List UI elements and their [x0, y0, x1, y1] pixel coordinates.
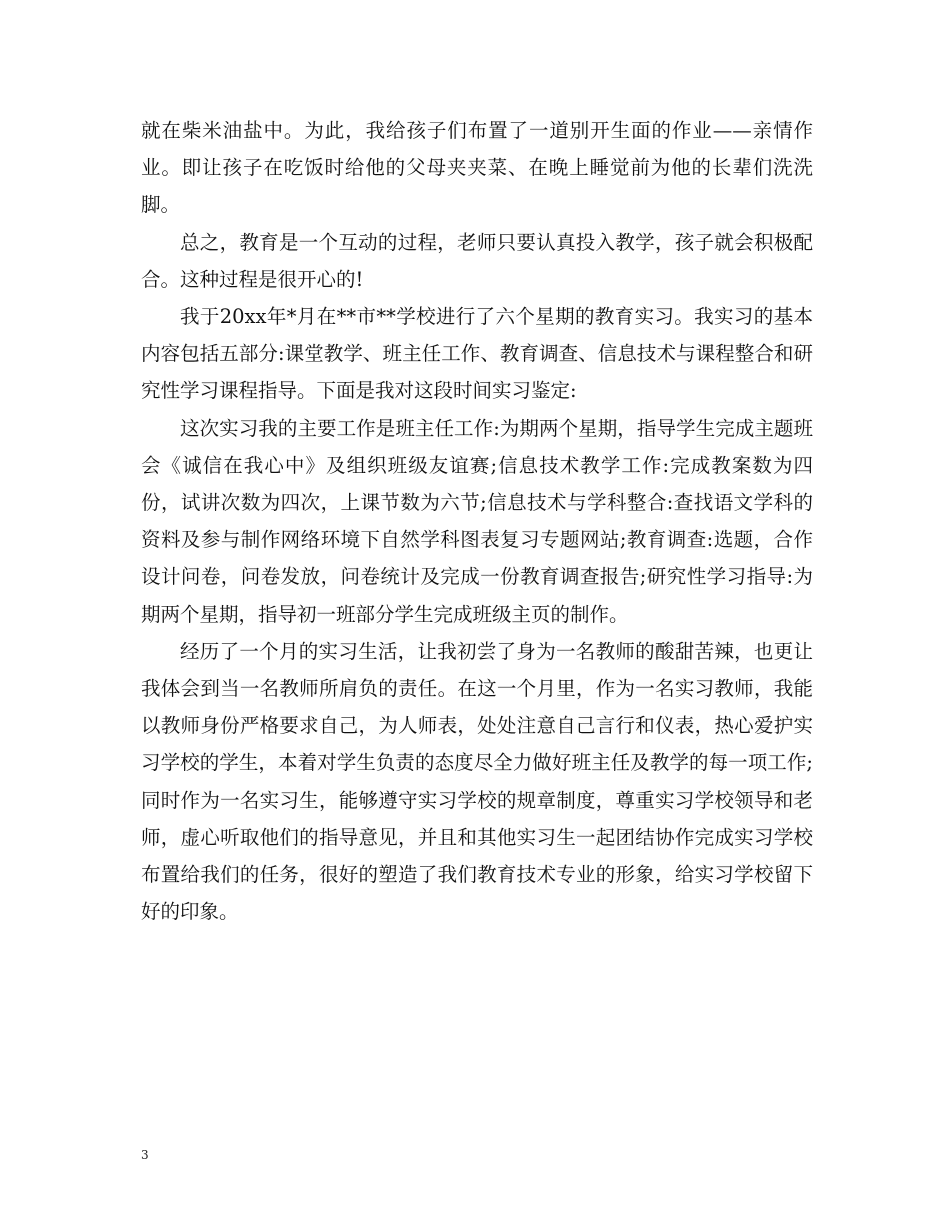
paragraph-summary: 总之，教育是一个互动的过程，老师只要认真投入教学，孩子就会积极配合。这种过程是很开心的! [141, 230, 813, 291]
paragraph-main-work: 这次实习我的主要工作是班主任工作:为期两个星期，指导学生完成主题班会《诚信在我心中》及组织班级友谊赛;信息技术教学工作:完成教案数为四份，试讲次数为四次，上课节数为六节;信息技术与学科整合:查找语文学科的资料及参与制作网络环境下自然学科图表复习专题网站;教育调查:选题，合作设计问卷，问卷发放，问卷统计及完成一份教育调查报告;研究性学习指导:为期两个星期，指导初一班部分学生完成班级主页的制作。 [141, 416, 813, 626]
paragraph-continuation: 就在柴米油盐中。为此，我给孩子们布置了一道别开生面的作业——亲情作业。即让孩子在吃饭时给他的父母夹夹菜、在晚上睡觉前为他的长辈们洗洗脚。 [141, 119, 813, 217]
page-number: 3 [141, 1148, 149, 1162]
document-body [141, 112, 813, 930]
paragraph-internship-intro: 我于20xx年*月在**市**学校进行了六个星期的教育实习。我实习的基本内容包括五部分:课堂教学、班主任工作、教育调查、信息技术与课程整合和研究性学习课程指导。下面是我对这段时间实习鉴定: [141, 305, 813, 403]
paragraph-reflection: 经历了一个月的实习生活，让我初尝了身为一名教师的酸甜苦辣，也更让我体会到当一名教师所肩负的责任。在这一个月里，作为一名实习教师，我能以教师身份严格要求自己，为人师表，处处注意自己言行和仪表，热心爱护实习学校的学生，本着对学生负责的态度尽全力做好班主任及教学的每一项工作;同时作为一名实习生，能够遵守实习学校的规章制度，尊重实习学校领导和老师，虚心听取他们的指导意见，并且和其他实习生一起团结协作完成实习学校布置给我们的任务，很好的塑造了我们教育技术专业的形象，给实习学校留下好的印象。 [141, 639, 813, 924]
